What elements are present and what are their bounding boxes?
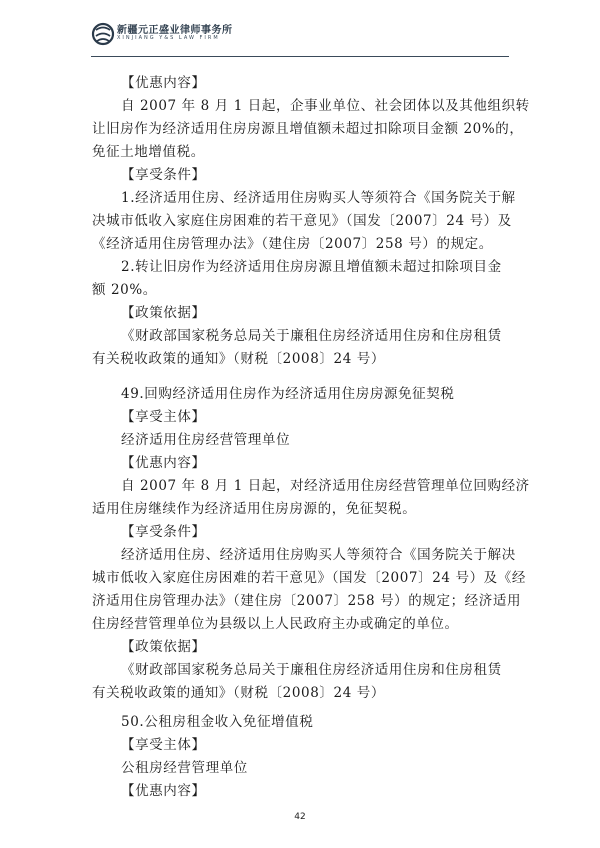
body-line: 1.经济适用住房、经济适用住房购买人等须符合《国务院关于解 <box>121 190 516 206</box>
body-line: 自 2007 年 8 月 1 日起，企事业单位、社会团体以及其他组织转 <box>121 98 530 114</box>
section-heading: 【享受主体】 <box>121 737 206 753</box>
letterhead <box>91 14 511 54</box>
body-line: 济适用住房管理办法》（建住房〔2007〕258 号）的规定；经济适用 <box>92 593 522 609</box>
body-line: 自 2007 年 8 月 1 日起，对经济适用住房经营管理单位回购经济 <box>121 478 530 494</box>
body-line: 额 20%。 <box>92 282 157 298</box>
body-line: 城市低收入家庭住房困难的若干意见》（国发〔2007〕24 号）及《经 <box>92 570 526 586</box>
section-heading: 【享受条件】 <box>121 167 206 183</box>
item-title: 50.公租房租金收入免征增值税 <box>121 714 314 730</box>
body-line: 经济适用住房、经济适用住房购买人等须符合《国务院关于解决 <box>121 547 516 563</box>
body-line: 住房经营管理单位为县级以上人民政府主办或确定的单位。 <box>92 616 459 632</box>
body-line: 适用住房继续作为经济适用住房房源的，免征契税。 <box>92 501 417 517</box>
section-heading: 【优惠内容】 <box>121 75 206 91</box>
header-rule <box>91 56 509 57</box>
section-heading: 【优惠内容】 <box>121 783 206 799</box>
item-title: 49.回购经济适用住房作为经济适用住房房源免征契税 <box>121 386 455 402</box>
body-line: 《财政部国家税务总局关于廉租住房经济适用住房和住房租赁 <box>121 328 502 344</box>
body-line: 有关税收政策的通知》（财税〔2008〕24 号） <box>92 351 385 367</box>
body-line: 有关税收政策的通知》（财税〔2008〕24 号） <box>92 685 385 701</box>
body-line: 公租房经营管理单位 <box>121 760 248 776</box>
section-heading: 【享受主体】 <box>121 409 206 425</box>
body-line: 《经济适用住房管理办法》（建住房〔2007〕258 号）的规定。 <box>92 236 493 252</box>
section-heading: 【享受条件】 <box>121 524 206 540</box>
section-heading: 【政策依据】 <box>121 639 206 655</box>
body-line: 经济适用住房经营管理单位 <box>121 432 291 448</box>
body-line: 让旧房作为经济适用住房房源且增值额未超过扣除项目金额 20%的， <box>92 121 524 137</box>
page-number: 42 <box>294 812 306 822</box>
firm-name-en: XINJIANG Y&S LAW FIRM <box>117 35 220 41</box>
body-line: 2.转让旧房作为经济适用住房房源且增值额未超过扣除项目金 <box>121 259 502 275</box>
firm-name-cn: 新疆元正盛业律师事务所 <box>117 25 233 36</box>
body-line: 《财政部国家税务总局关于廉租住房经济适用住房和住房租赁 <box>121 662 502 678</box>
section-heading: 【政策依据】 <box>121 305 206 321</box>
section-heading: 【优惠内容】 <box>121 455 206 471</box>
body-line: 决城市低收入家庭住房困难的若干意见》（国发〔2007〕24 号）及 <box>92 213 512 229</box>
body-line: 免征土地增值税。 <box>92 144 205 160</box>
